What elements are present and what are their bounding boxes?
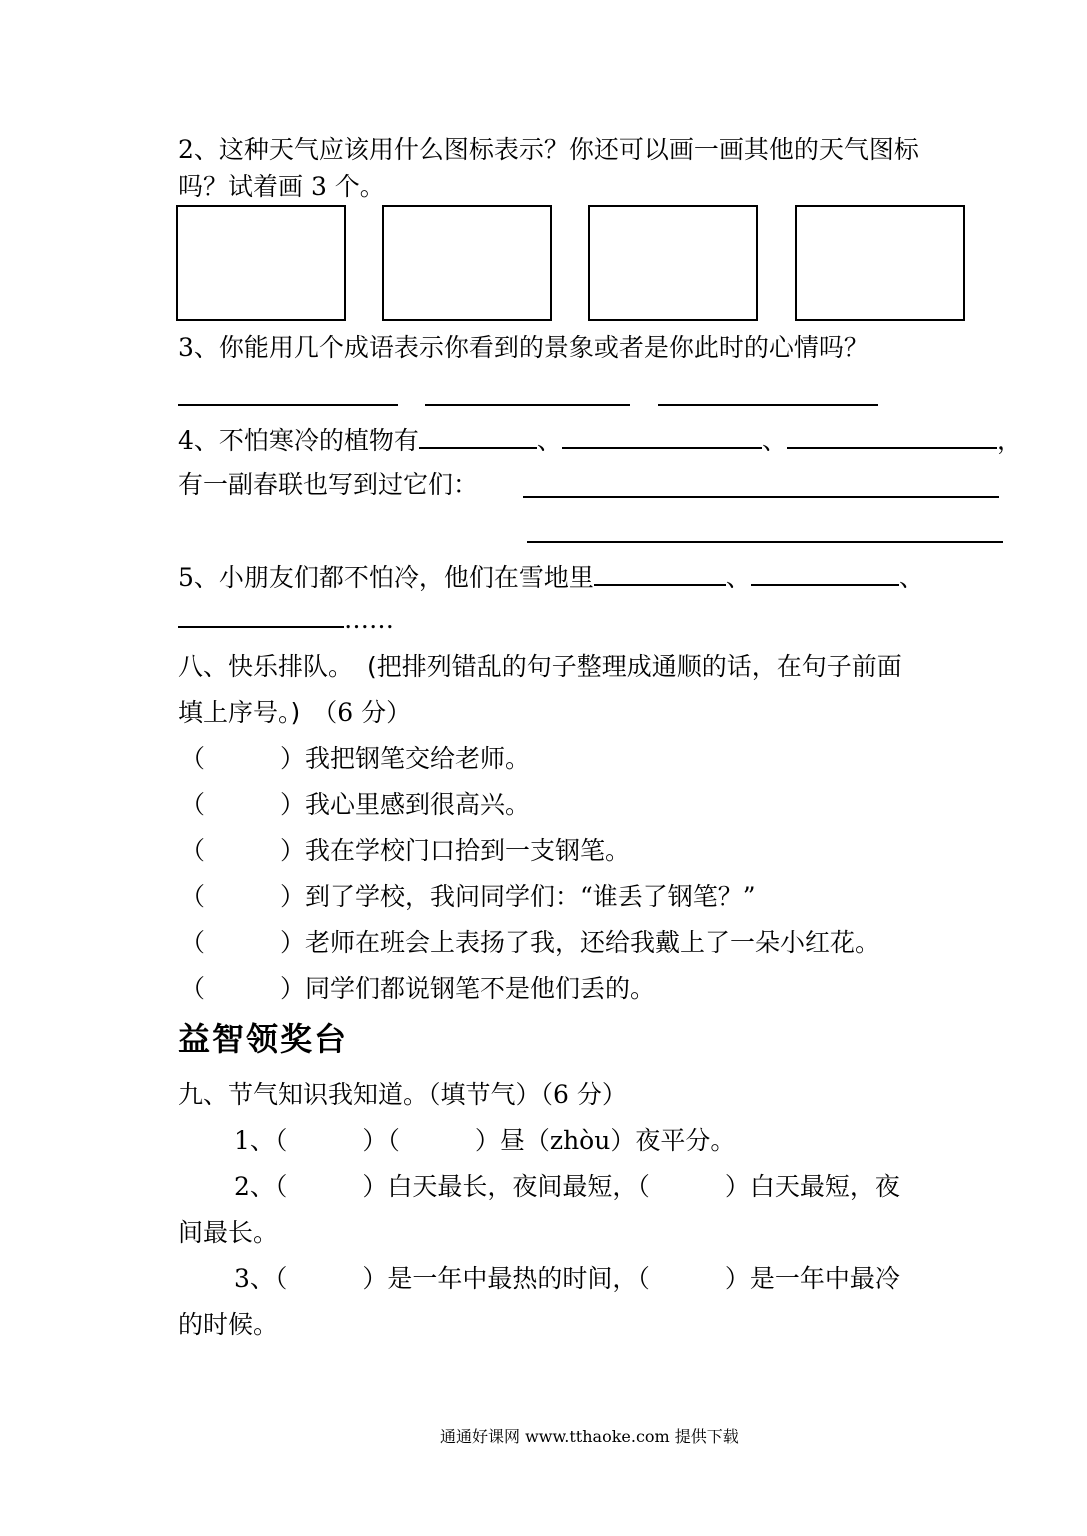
page-footer: 通通好课网 www.tthaoke.com 提供下载 bbox=[440, 1427, 739, 1446]
q3-text: 3、你能用几个成语表示你看到的景象或者是你此时的心情吗？ bbox=[178, 333, 869, 362]
q4-sep: 、 bbox=[761, 426, 787, 455]
section8-title: 八、快乐排队。 bbox=[178, 652, 354, 681]
order-bracket-close: ） bbox=[280, 744, 306, 773]
order-bracket-close: ） bbox=[280, 974, 306, 1003]
section8-instruction: (把排列错乱的句子整理成通顺的话，在句子前面 bbox=[367, 652, 902, 681]
section9-item2-line1: 2、（ ）白天最长，夜间最短，（ ）白天最短，夜 bbox=[234, 1172, 900, 1201]
q4-prefix: 4、不怕寒冷的植物有 bbox=[178, 426, 419, 455]
order-item bbox=[180, 974, 655, 1004]
order-item bbox=[180, 744, 530, 774]
section9-item3-line2: 的时候。 bbox=[178, 1310, 279, 1339]
order-item bbox=[180, 836, 630, 866]
drawing-box-3 bbox=[588, 205, 758, 321]
order-bracket-open: （ bbox=[180, 836, 206, 865]
answer-blank bbox=[178, 604, 344, 628]
section8-line1 bbox=[178, 652, 902, 682]
section8-line2 bbox=[178, 698, 411, 728]
drawing-box-1 bbox=[176, 205, 346, 321]
answer-line bbox=[178, 404, 398, 406]
order-bracket-open: （ bbox=[180, 974, 206, 1003]
q2-line1: 2、这种天气应该用什么图标表示？你还可以画一画其他的天气图标 bbox=[178, 135, 919, 164]
order-bracket-open: （ bbox=[180, 882, 206, 911]
q5-ellipsis: …… bbox=[344, 605, 394, 634]
answer-blank bbox=[787, 425, 997, 449]
q2-line2: 吗？试着画 3 个。 bbox=[178, 172, 385, 201]
q4-sep: 、 bbox=[536, 426, 562, 455]
section9-item3-line1: 3、（ ）是一年中最热的时间，（ ）是一年中最冷 bbox=[234, 1264, 900, 1293]
drawing-box-2 bbox=[382, 205, 552, 321]
answer-line bbox=[658, 404, 878, 406]
section8-instruction: 填上序号。) bbox=[178, 698, 301, 727]
q5-line2 bbox=[178, 604, 394, 635]
answer-blank bbox=[419, 425, 537, 449]
q4-line2: 有一副春联也写到过它们： bbox=[178, 470, 479, 499]
order-sentence: 我把钢笔交给老师。 bbox=[305, 744, 531, 773]
answer-line bbox=[425, 404, 630, 406]
order-bracket-open: （ bbox=[180, 790, 206, 819]
answer-blank bbox=[562, 425, 762, 449]
section9-item2-line2: 间最长。 bbox=[178, 1218, 279, 1247]
section9-item1: 1、（ ）（ ）昼（zhòu）夜平分。 bbox=[234, 1126, 736, 1155]
drawing-box-4 bbox=[795, 205, 965, 321]
answer-line bbox=[523, 496, 999, 498]
order-sentence: 到了学校，我问同学们：“谁丢了钢笔？” bbox=[305, 882, 756, 911]
order-bracket-close: ） bbox=[280, 928, 306, 957]
order-sentence: 老师在班会上表扬了我，还给我戴上了一朵小红花。 bbox=[305, 928, 881, 957]
order-bracket-open: （ bbox=[180, 744, 206, 773]
order-bracket-close: ） bbox=[280, 790, 306, 819]
order-item bbox=[180, 790, 530, 820]
q5-sep: 、 bbox=[898, 563, 924, 592]
order-item bbox=[180, 928, 880, 958]
answer-blank bbox=[594, 562, 726, 586]
order-bracket-close: ） bbox=[280, 882, 306, 911]
q5-line1 bbox=[178, 562, 924, 593]
section9-title: 九、节气知识我知道。（填节气）（6 分） bbox=[178, 1080, 627, 1109]
q4-sep: ， bbox=[996, 426, 1022, 455]
q4-line1 bbox=[178, 425, 1022, 456]
q5-sep: 、 bbox=[725, 563, 751, 592]
answer-line bbox=[527, 541, 1003, 543]
section8-points: （6 分） bbox=[312, 698, 412, 727]
order-bracket-open: （ bbox=[180, 928, 206, 957]
order-item bbox=[180, 882, 756, 912]
q5-prefix: 5、小朋友们都不怕冷，他们在雪地里 bbox=[178, 563, 594, 592]
answer-blank bbox=[751, 562, 899, 586]
order-bracket-close: ） bbox=[280, 836, 306, 865]
order-sentence: 我在学校门口拾到一支钢笔。 bbox=[305, 836, 631, 865]
section-heading: 益智领奖台 bbox=[178, 1020, 349, 1058]
order-sentence: 同学们都说钢笔不是他们丢的。 bbox=[305, 974, 656, 1003]
order-sentence: 我心里感到很高兴。 bbox=[305, 790, 531, 819]
